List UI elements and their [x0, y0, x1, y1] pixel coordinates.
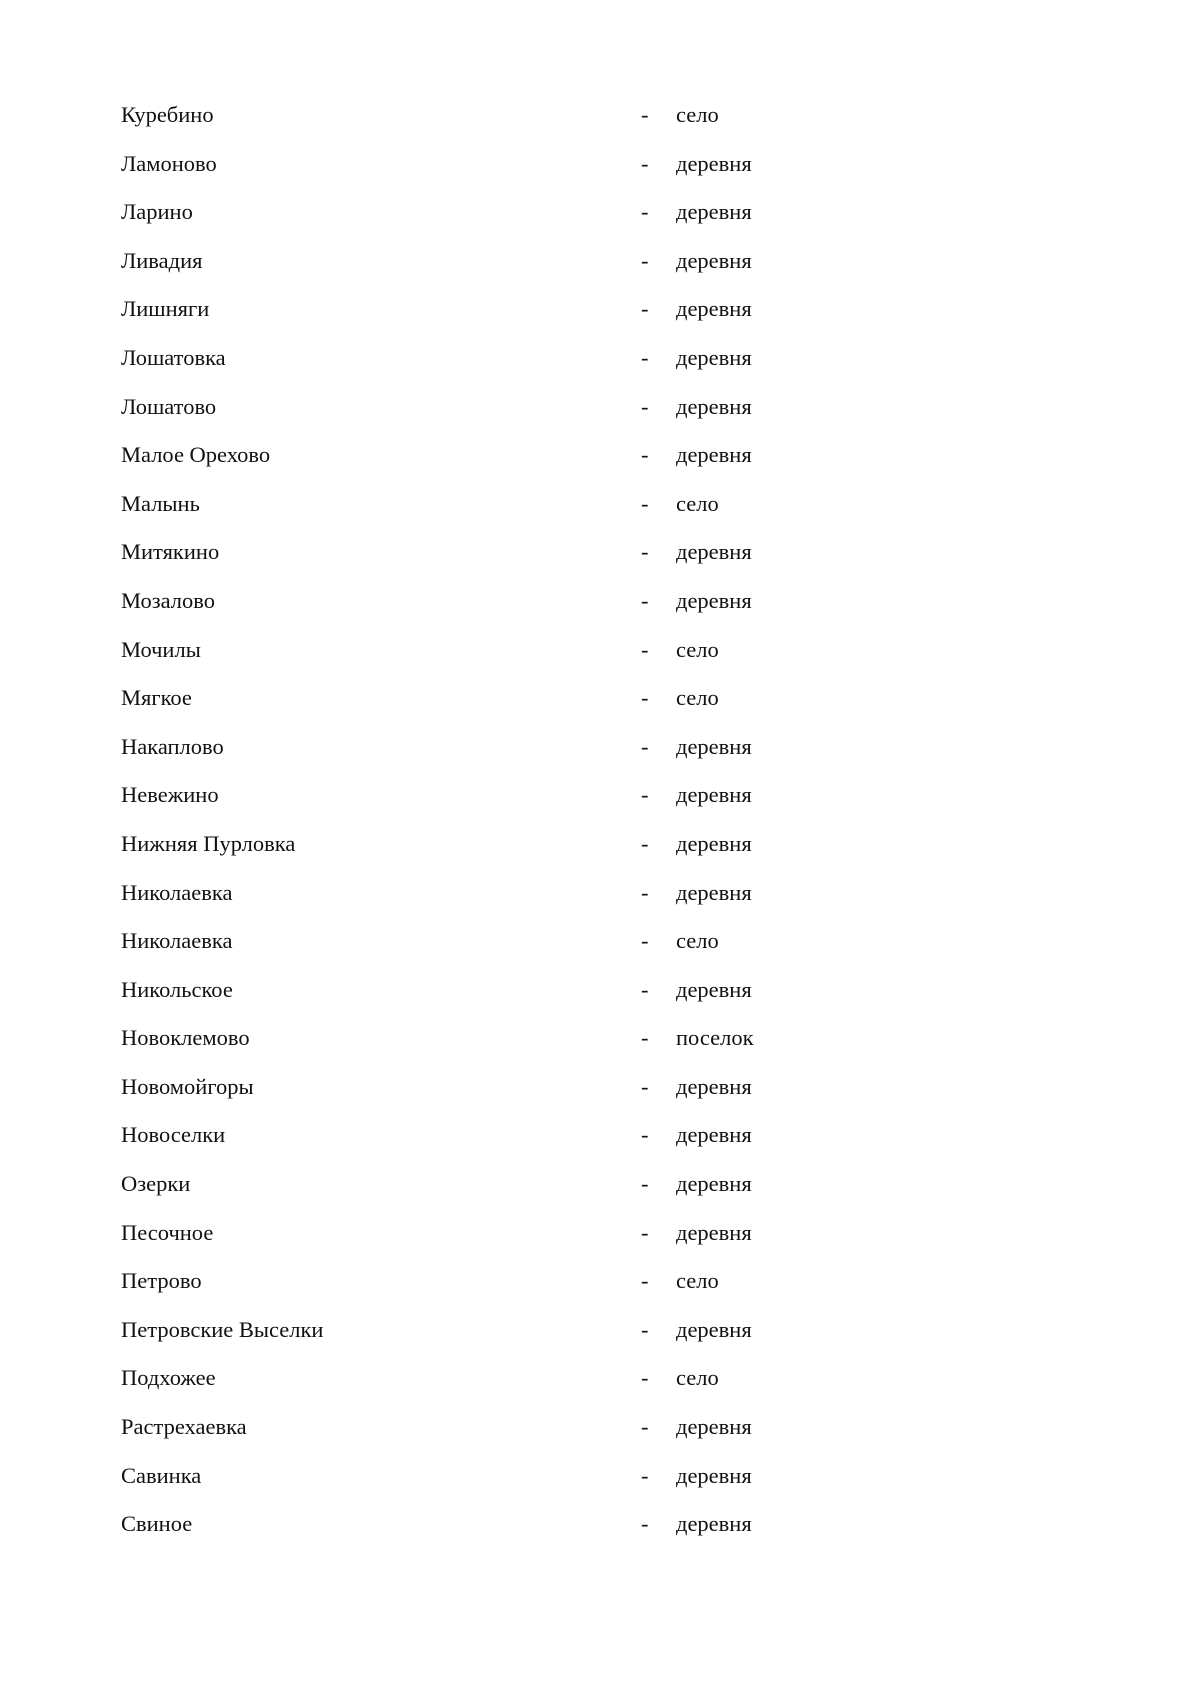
settlement-name: Накаплово: [121, 733, 224, 759]
settlement-type: деревня: [676, 879, 752, 905]
list-item: [121, 1316, 1021, 1365]
separator-dash: -: [641, 1219, 649, 1245]
list-item: [121, 247, 1021, 296]
settlement-name: Савинка: [121, 1462, 202, 1488]
settlement-type: деревня: [676, 1316, 752, 1342]
separator-dash: -: [641, 928, 649, 954]
settlement-name: Петровские Выселки: [121, 1316, 324, 1342]
settlement-name: Невежино: [121, 782, 219, 808]
separator-dash: -: [641, 296, 649, 322]
settlement-type: деревня: [676, 1462, 752, 1488]
settlement-type: деревня: [676, 733, 752, 759]
settlement-name: Подхожее: [121, 1365, 216, 1391]
settlement-name: Мягкое: [121, 685, 192, 711]
separator-dash: -: [641, 102, 649, 127]
settlement-name: Николаевка: [121, 879, 233, 905]
list-item: [121, 1364, 1021, 1413]
settlement-name: Лишняги: [121, 296, 210, 322]
settlement-type: деревня: [676, 1171, 752, 1197]
separator-dash: -: [641, 150, 649, 176]
list-item: [121, 927, 1021, 976]
settlement-type: деревня: [676, 1511, 752, 1537]
settlement-type: деревня: [676, 442, 752, 468]
separator-dash: -: [641, 782, 649, 808]
settlement-name: Новоселки: [121, 1122, 226, 1148]
separator-dash: -: [641, 490, 649, 516]
list-item: [121, 976, 1021, 1025]
settlement-type: деревня: [676, 1219, 752, 1245]
list-item: [121, 587, 1021, 636]
list-item: [121, 101, 1021, 150]
settlement-type: село: [676, 685, 719, 711]
settlement-type: деревня: [676, 296, 752, 322]
separator-dash: -: [641, 1073, 649, 1099]
list-item: [121, 1219, 1021, 1268]
settlement-type: село: [676, 490, 719, 516]
separator-dash: -: [641, 393, 649, 419]
separator-dash: -: [641, 587, 649, 613]
list-item: [121, 1073, 1021, 1122]
settlement-type: село: [676, 102, 719, 127]
settlement-name: Ливадия: [121, 247, 203, 273]
list-item: [121, 295, 1021, 344]
separator-dash: -: [641, 1414, 649, 1440]
separator-dash: -: [641, 199, 649, 225]
list-item: [121, 344, 1021, 393]
list-item: [121, 441, 1021, 490]
settlement-type: деревня: [676, 976, 752, 1002]
list-item: [121, 1510, 1021, 1559]
separator-dash: -: [641, 539, 649, 565]
settlement-type: деревня: [676, 344, 752, 370]
separator-dash: -: [641, 247, 649, 273]
settlement-type: село: [676, 1268, 719, 1294]
separator-dash: -: [641, 344, 649, 370]
separator-dash: -: [641, 1462, 649, 1488]
settlement-name: Мочилы: [121, 636, 201, 662]
settlement-type: поселок: [676, 1025, 754, 1051]
list-item: [121, 684, 1021, 733]
separator-dash: -: [641, 879, 649, 905]
list-item: [121, 1024, 1021, 1073]
list-item: [121, 1462, 1021, 1511]
settlement-name: Мозалово: [121, 587, 215, 613]
settlement-type: деревня: [676, 150, 752, 176]
settlement-name: Нижняя Пурловка: [121, 830, 296, 856]
separator-dash: -: [641, 1171, 649, 1197]
settlement-name: Новоклемово: [121, 1025, 250, 1051]
separator-dash: -: [641, 1316, 649, 1342]
list-item: [121, 636, 1021, 685]
list-item: [121, 198, 1021, 247]
settlement-name: Ламоново: [121, 150, 217, 176]
settlement-name: Николаевка: [121, 928, 233, 954]
list-item: [121, 1121, 1021, 1170]
settlement-type: село: [676, 1365, 719, 1391]
settlement-type: деревня: [676, 1414, 752, 1440]
settlement-name: Петрово: [121, 1268, 202, 1294]
separator-dash: -: [641, 1122, 649, 1148]
settlement-list: [121, 101, 1021, 1559]
settlement-type: деревня: [676, 830, 752, 856]
list-item: [121, 490, 1021, 539]
settlement-name: Лошатовка: [121, 344, 226, 370]
settlement-type: деревня: [676, 782, 752, 808]
separator-dash: -: [641, 1511, 649, 1537]
separator-dash: -: [641, 733, 649, 759]
settlement-name: Озерки: [121, 1171, 191, 1197]
settlement-name: Малое Орехово: [121, 442, 271, 468]
separator-dash: -: [641, 830, 649, 856]
list-item: [121, 538, 1021, 587]
list-item: [121, 1170, 1021, 1219]
list-item: [121, 1267, 1021, 1316]
settlement-name: Ларино: [121, 199, 193, 225]
settlement-name: Растрехаевка: [121, 1414, 247, 1440]
separator-dash: -: [641, 1025, 649, 1051]
list-item: [121, 781, 1021, 830]
list-item: [121, 150, 1021, 199]
separator-dash: -: [641, 976, 649, 1002]
separator-dash: -: [641, 442, 649, 468]
settlement-name: Митякино: [121, 539, 220, 565]
settlement-name: Свиное: [121, 1511, 193, 1537]
settlement-name: Песочное: [121, 1219, 214, 1245]
settlement-type: деревня: [676, 199, 752, 225]
settlement-name: Куребино: [121, 102, 214, 127]
settlement-name: Лошатово: [121, 393, 217, 419]
separator-dash: -: [641, 1365, 649, 1391]
settlement-type: село: [676, 636, 719, 662]
settlement-name: Никольское: [121, 976, 233, 1002]
separator-dash: -: [641, 1268, 649, 1294]
settlement-type: село: [676, 928, 719, 954]
list-item: [121, 1413, 1021, 1462]
separator-dash: -: [641, 636, 649, 662]
list-item: [121, 733, 1021, 782]
settlement-name: Новомойгоры: [121, 1073, 254, 1099]
list-item: [121, 830, 1021, 879]
list-item: [121, 393, 1021, 442]
settlement-type: деревня: [676, 539, 752, 565]
settlement-name: Малынь: [121, 490, 200, 516]
settlement-type: деревня: [676, 1122, 752, 1148]
settlement-type: деревня: [676, 1073, 752, 1099]
settlement-type: деревня: [676, 393, 752, 419]
separator-dash: -: [641, 685, 649, 711]
settlement-type: деревня: [676, 587, 752, 613]
list-item: [121, 879, 1021, 928]
settlement-type: деревня: [676, 247, 752, 273]
